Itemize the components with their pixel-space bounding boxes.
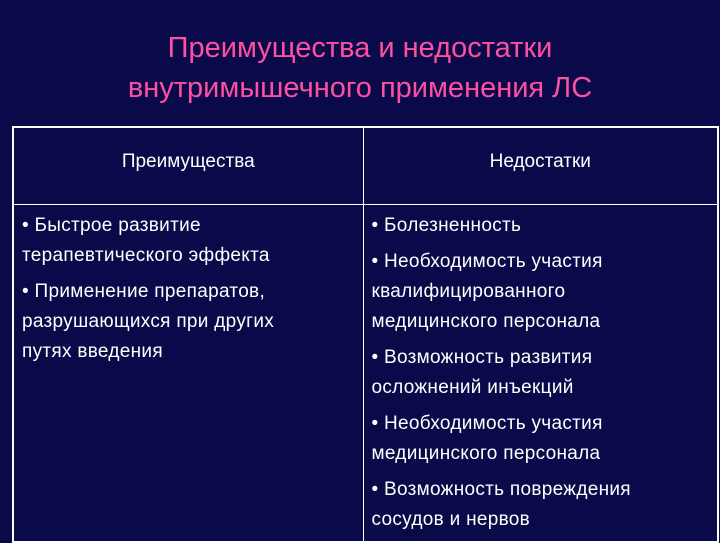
disadvantage-line: • Необходимость участия bbox=[371, 413, 603, 434]
header-disadvantages: Недостатки bbox=[363, 127, 718, 205]
advantages-cell bbox=[13, 205, 363, 543]
disadvantage-line: медицинского персонала bbox=[371, 311, 601, 332]
disadvantage-line: осложнений инъекций bbox=[371, 377, 574, 398]
advantage-line: • Быстрое развитие bbox=[22, 215, 201, 236]
disadvantage-line: медицинского персонала bbox=[371, 443, 601, 464]
advantage-line: разрушающихся при других bbox=[22, 311, 275, 332]
disadvantage-item bbox=[372, 247, 712, 337]
slide-title-line-2: внутримышечного применения ЛС bbox=[127, 72, 593, 104]
disadvantage-item bbox=[372, 211, 712, 241]
disadvantage-line: • Возможность развития bbox=[371, 347, 593, 368]
advantage-line: путях введения bbox=[22, 341, 163, 362]
table-header-row bbox=[13, 127, 718, 205]
disadvantage-line: • Необходимость участия bbox=[371, 251, 603, 272]
disadvantage-item bbox=[372, 409, 712, 469]
disadvantage-line: сосудов и нервов bbox=[371, 509, 531, 530]
advantage-line: терапевтического эффекта bbox=[22, 245, 270, 266]
comparison-table bbox=[12, 126, 719, 543]
disadvantage-line: • Болезненность bbox=[371, 215, 522, 236]
disadvantage-item bbox=[372, 475, 712, 535]
disadvantage-item bbox=[372, 343, 712, 403]
header-advantages: Преимущества bbox=[13, 127, 363, 205]
advantage-item bbox=[22, 277, 357, 367]
slide-title-line-1: Преимущества и недостатки bbox=[167, 32, 553, 64]
table-row bbox=[13, 205, 718, 543]
slide-title bbox=[0, 28, 720, 108]
disadvantage-line: • Возможность повреждения bbox=[371, 479, 631, 500]
advantage-item bbox=[22, 211, 357, 271]
advantage-line: • Применение препаратов, bbox=[22, 281, 266, 302]
disadvantages-cell bbox=[363, 205, 718, 543]
disadvantage-line: квалифицированного bbox=[371, 281, 566, 302]
